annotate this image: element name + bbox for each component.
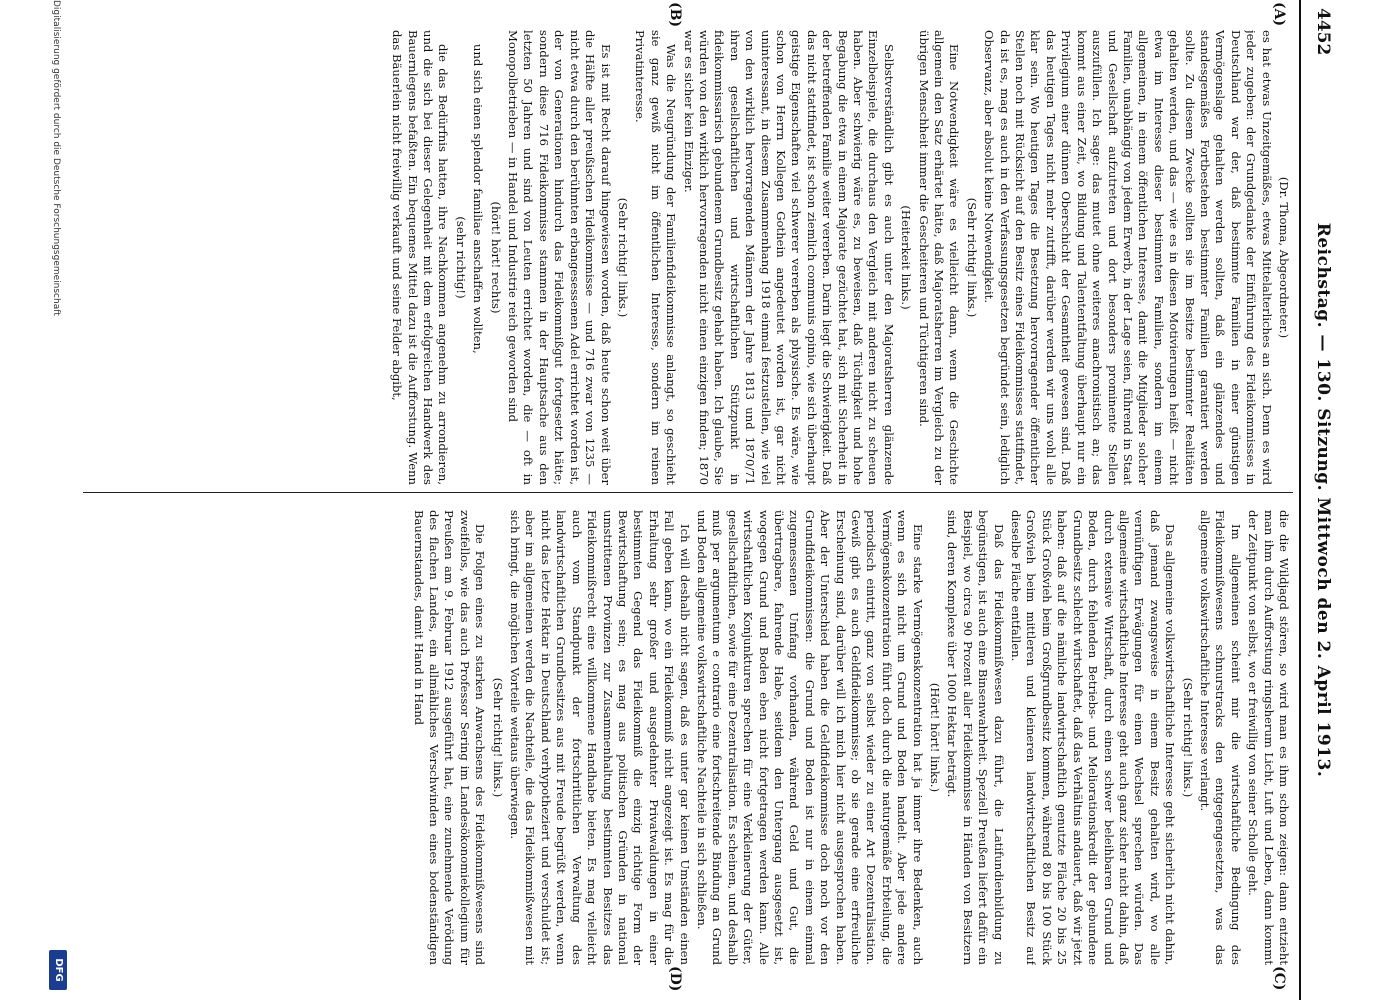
right-column-paragraph: (Sehr richtig! links.): [490, 677, 505, 798]
page-number: 4452: [1313, 8, 1333, 56]
margin-marker-a: (A): [1271, 2, 1287, 27]
right-column-paragraph: die die Wildjagd stören, so wird man es ihm schon zeigen: dann entzieht man ihm durch Aufforstung ringsherum Licht, Luft und Leben, dann kommt der Zeitpunkt von selbst, wo er freiwillig von seiner Scholle geht.: [1246, 510, 1291, 965]
column-divider: [83, 492, 1293, 493]
margin-marker-c: (C): [1271, 966, 1287, 991]
right-column-paragraph: Die Folgen eines zu starken Anwachsens des Fideikommißwesens sind zweifellos, wie das auch Professor Sering im Landesökonomiekollegium für Preußen am 9. Februar 1912 ausgeführt hat, eine zunehmende Verödung des flachen Landes, ein allmähliches Verschwinden eines bodenständigen Bauernstandes, damit Hand in Hand: [411, 510, 488, 965]
right-column-paragraph: Daß das Fideikommißwesen dazu führt, die Latifundienbildung zu begünstigen, ist auch eine Binsenwahrheit. Speziell Preußen liefert dafür ein Beispiel, wo circa 90 Prozent aller Fideikommisse in Händen von Besitzern sind, deren Komplexe über 1000 Hektar beträgt.: [945, 510, 1006, 965]
document-page: [43, 0, 1343, 1000]
left-column-paragraph: Eine Notwendigkeit wäre es vielleicht dann, wenn die Geschichte allgemein den Satz erhärtet hätte, daß Majoratsherren im Vergleich zu der übrigen Menschheit immer die Gescheiteren und Tüchtigeren sind.: [916, 30, 962, 485]
left-column-paragraph: Selbstverständlich gibt es auch unter den Majoratsherren glänzende Einzelbeispiele, die durchaus den Vergleich mit anderen nicht zu scheuen haben. Aber schwierig wäre es, zu beweisen, daß Tüchtigkeit und hohe Begabung die etwa in einem Majorate gezüchtet hat, sich mit Sicherheit in der betreffenden Familie weiter vererben. Darin liegt die Schwierigkeit. Daß das nicht stattfindet, ist schon ziemlich communis opinio, wie sich überhaupt geistige Eigenschaften viel schwerer vererben als physische. Es wäre, wie schon von Herrn Kollegen Gothein angedeutet worden ist, gar nicht uninteressant, in diesem Zusammenhang 1918 einmal festzustellen, wie viel von den wirklich hervorragenden Männern der Jahre 1813 und 1870/71 ihren gesellschaftlichen und wirtschaftlichen Stützpunkt in fideikommissarisch gebundenem Grundbesitz gehabt haben. Ich glaube, Sie würden von den wirklich hervorragenden nicht einen einzigen finden; 1870 war es sicher kein Einziger.: [681, 30, 896, 485]
right-column-paragraph: Eine starke Vermögenskonzentration hat ja immer ihre Bedenken, auch wenn es sich nicht um Grund und Boden handelt. Aber jede andere Vermögenskonzentration führt doch durch die naturgemäße Erbteilung, die periodisch eintritt, ganz von selbst wieder zu einer Art Dezentralisation. Gewiß gibt es auch Geldfideikommisse; ob sie gerade eine erfreuliche Erscheinung sind, darüber will ich mich hier nicht ausgesprochen haben. Aber der Unterschied haben die Geldfideikommisse doch noch vor den Grundfideikommissen: die Grund und Boden ist nur in einem einmal zugemessenen Umfang vorhanden, während Geld und Gut, die übertragbare, fahrende Habe, seitdem den Untergang ausgesetzt ist, wogegen Grund und Boden eben nicht fortgetragen werden kann. Alle wirtschaftlichen Konjunkturen sprechen für eine Verkleinerung der Güter, gesellschaftlichen, sowie für eine Dezentralisation. Es scheinen, und deshalb muß per argumentum e contrario eine fortschreitende Bindung an Grund und Boden allgemeine volkswirtschaftliche Nachteile in sich schließen.: [694, 510, 925, 965]
right-column: [81, 510, 1291, 965]
left-column-paragraph: es hat etwas Unzeitgemäßes, etwas Mittelalterliches an sich. Denn es wird jeder zugeben: der Grundgedanke der Einführung des Fideikommisses in Deutschland war der, daß bestimmte Familien in einer günstigen Vermögenslage gehalten werden sollten, daß ein glänzendes und standesgemäßes Fortbestehen bestimmter Familien garantiert werden sollte. Zu diesem Zwecke sollten sie im Besitze bestimmter Realitäten gehalten werden, und das — wie es in diesen Motivierungen heißt — nicht etwa im Interesse dieser bestimmten Familien, sondern im einem allgemeinen, in einem öffentlichen Interesse, damit die Mitglieder solcher Familien, unabhängig von jedem Erwerb, in der Lage seien, führend in Staat und Gesellschaft aufzutreten und dort besonders prominente Stellen auszufüllen. Ich sage: das mutet ohne weiteres anachronistisch an; das kommt aus einer Zeit, wo Bildung und Talententfaltung überhaupt nur ein Privilegium einer dünnen Oberschicht der Gesamtheit gewesen sind. Daß das heutigen Tages nicht mehr zutrifft, darüber werden wir uns wohl alle klar sein. Wo heutigen Tages die Besetzung hervorragender öffentlicher Stellen noch mit Rücksicht auf den Besitz eines Fideikommisses stattfindet, da ist es, mag es auch in den Verfassungsgesetzen begründet sein, lediglich Observanz, aber absolut keine Notwendigkeit.: [982, 30, 1274, 485]
left-column-paragraph: (Dr. Thoma, Abgeordneter.): [1277, 176, 1291, 339]
left-column: [81, 30, 1291, 485]
left-column-paragraph: und sich einen splendor familiae anschaffen wollten,: [471, 44, 486, 354]
right-column-paragraph: (Sehr richtig! links.): [1180, 677, 1195, 798]
right-column-paragraph: (Hört! hört! links.): [928, 682, 943, 793]
page-title: Reichstag. — 130. Sitzung. Mittwoch den 2. April 1913.: [1313, 222, 1333, 778]
page-header: [1305, 0, 1333, 1000]
digitization-credit: Digitalisierung gefördert durch die Deutsche Forschungsgemeinschaft: [51, 0, 61, 316]
right-column-paragraph: Ich will deshalb nicht sagen, daß es unter gar keinen Umständen einen Fall geben kann, wo ein Fideikommiß nicht angezeigt ist. Es mag für die Erhaltung sehr großer und ausgedehnter Privatwaldungen in einer bestimmten Gegend das Fideikommiß die einzig richtige Form der Bewirtschaftung sein; es mag aus politischen Gründen in national umstrittenen Provinzen zur Zusammenhaltung bestimmten Besitzes das Fideikommißrecht eine willkommene Handhabe bieten. Es mag vielleicht auch vom Standpunkt der fortschrittlichen Verwaltung des landwirtschaftlichen Grundbesitzes aus mit Freude begrüßt werden, wenn nicht das letzte Hektar in Deutschland verhypotheziert und verschuldet ist; aber im allgemeinen werden die Nachteile, die das Fideikommißwesen mit sich bringt, die möglichen Vorteile weitaus überwiegen.: [508, 510, 692, 965]
header-rule: [1299, 0, 1301, 1000]
left-column-paragraph: Was die Neugründung der Familienfideikommisse anlangt, so geschieht sie ganz gewiß nicht im öffentlichen Interesse, sondern im reinen Privatinteresse.: [633, 30, 679, 485]
page-footer: [43, 0, 73, 1000]
left-column-paragraph: (Heiterkeit links.): [899, 205, 914, 310]
left-column-paragraph: (hört! hört! rechts): [488, 201, 503, 314]
margin-marker-b: (B): [667, 2, 683, 28]
left-column-paragraph: (Sehr richtig! links.): [615, 197, 630, 318]
margin-marker-d: (D): [667, 966, 683, 992]
left-column-paragraph: (sehr richtig!): [453, 216, 468, 299]
left-column-paragraph: die das Bedürfnis hatten, ihre Nachkommen angenehm zu arrondieren, und die sich bei dieser Gelegenheit mit dem erfolgreichen Handwerk des Bauernlegens befaßten. Ein bequemes Mittel dazu ist die Aufforstung. Wenn das Bäuerlein nicht freiwillig verkauft und seine Felder abgibt,: [390, 30, 451, 485]
left-column-paragraph: Es ist mit Recht darauf hingewiesen worden, daß heute schon weit über die Hälfte aller preußischen Fideikommisse — und 716 zwar von 1235 — nicht etwa durch den berühmten erbangesessenen Adel errichtet worden ist, der von Generationen hindurch das Fideikommißgut fortgesetzt hätte; sondern diese 716 Fideikommisse stammen in der Hauptsache aus den letzten 50 Jahren und sind von Leuten errichtet worden, die — oft in Monopolbetrieben — in Handel und Industrie reich geworden sind: [506, 30, 613, 485]
right-column-paragraph: Im allgemeinen scheint mir die wirtschaftliche Bedingung des Fideikommißwesens schnurstracks den entgegengesetzten, was das allgemeine volkswirtschaftliche Interesse verlangt.: [1197, 510, 1243, 965]
dfg-logo: DFG: [49, 950, 67, 990]
right-column-paragraph: Das allgemeine volkswirtschaftliche Interesse geht sicherlich nicht dahin, daß jemand zwangsweise in einem Besitz gehalten wird, wo alle vernünftigen Erwägungen für einen Wechsel sprechen würden. Das allgemeine wirtschaftliche Interesse geht auch ganz sicher nicht dahin, daß durch extensive Wirtschaft, durch einen schwer beleihbaren Grund und Boden, durch fehlenden Betriebs- und Meliorationskredit der gebundene Grundbesitz schlecht wirtschaftet, daß das Verhältnis andauert, daß wir jetzt haben: daß auf die nämliche landwirtschaftlich genutzte Fläche 20 bis 25 Stück Großvieh beim Großgrundbesitz kommen, während 80 bis 100 Stück Großvieh beim mittleren und kleineren landwirtschaftlichen Besitz auf dieselbe Fläche entfallen.: [1009, 510, 1178, 965]
left-column-paragraph: (Sehr richtig! links.): [964, 197, 979, 318]
